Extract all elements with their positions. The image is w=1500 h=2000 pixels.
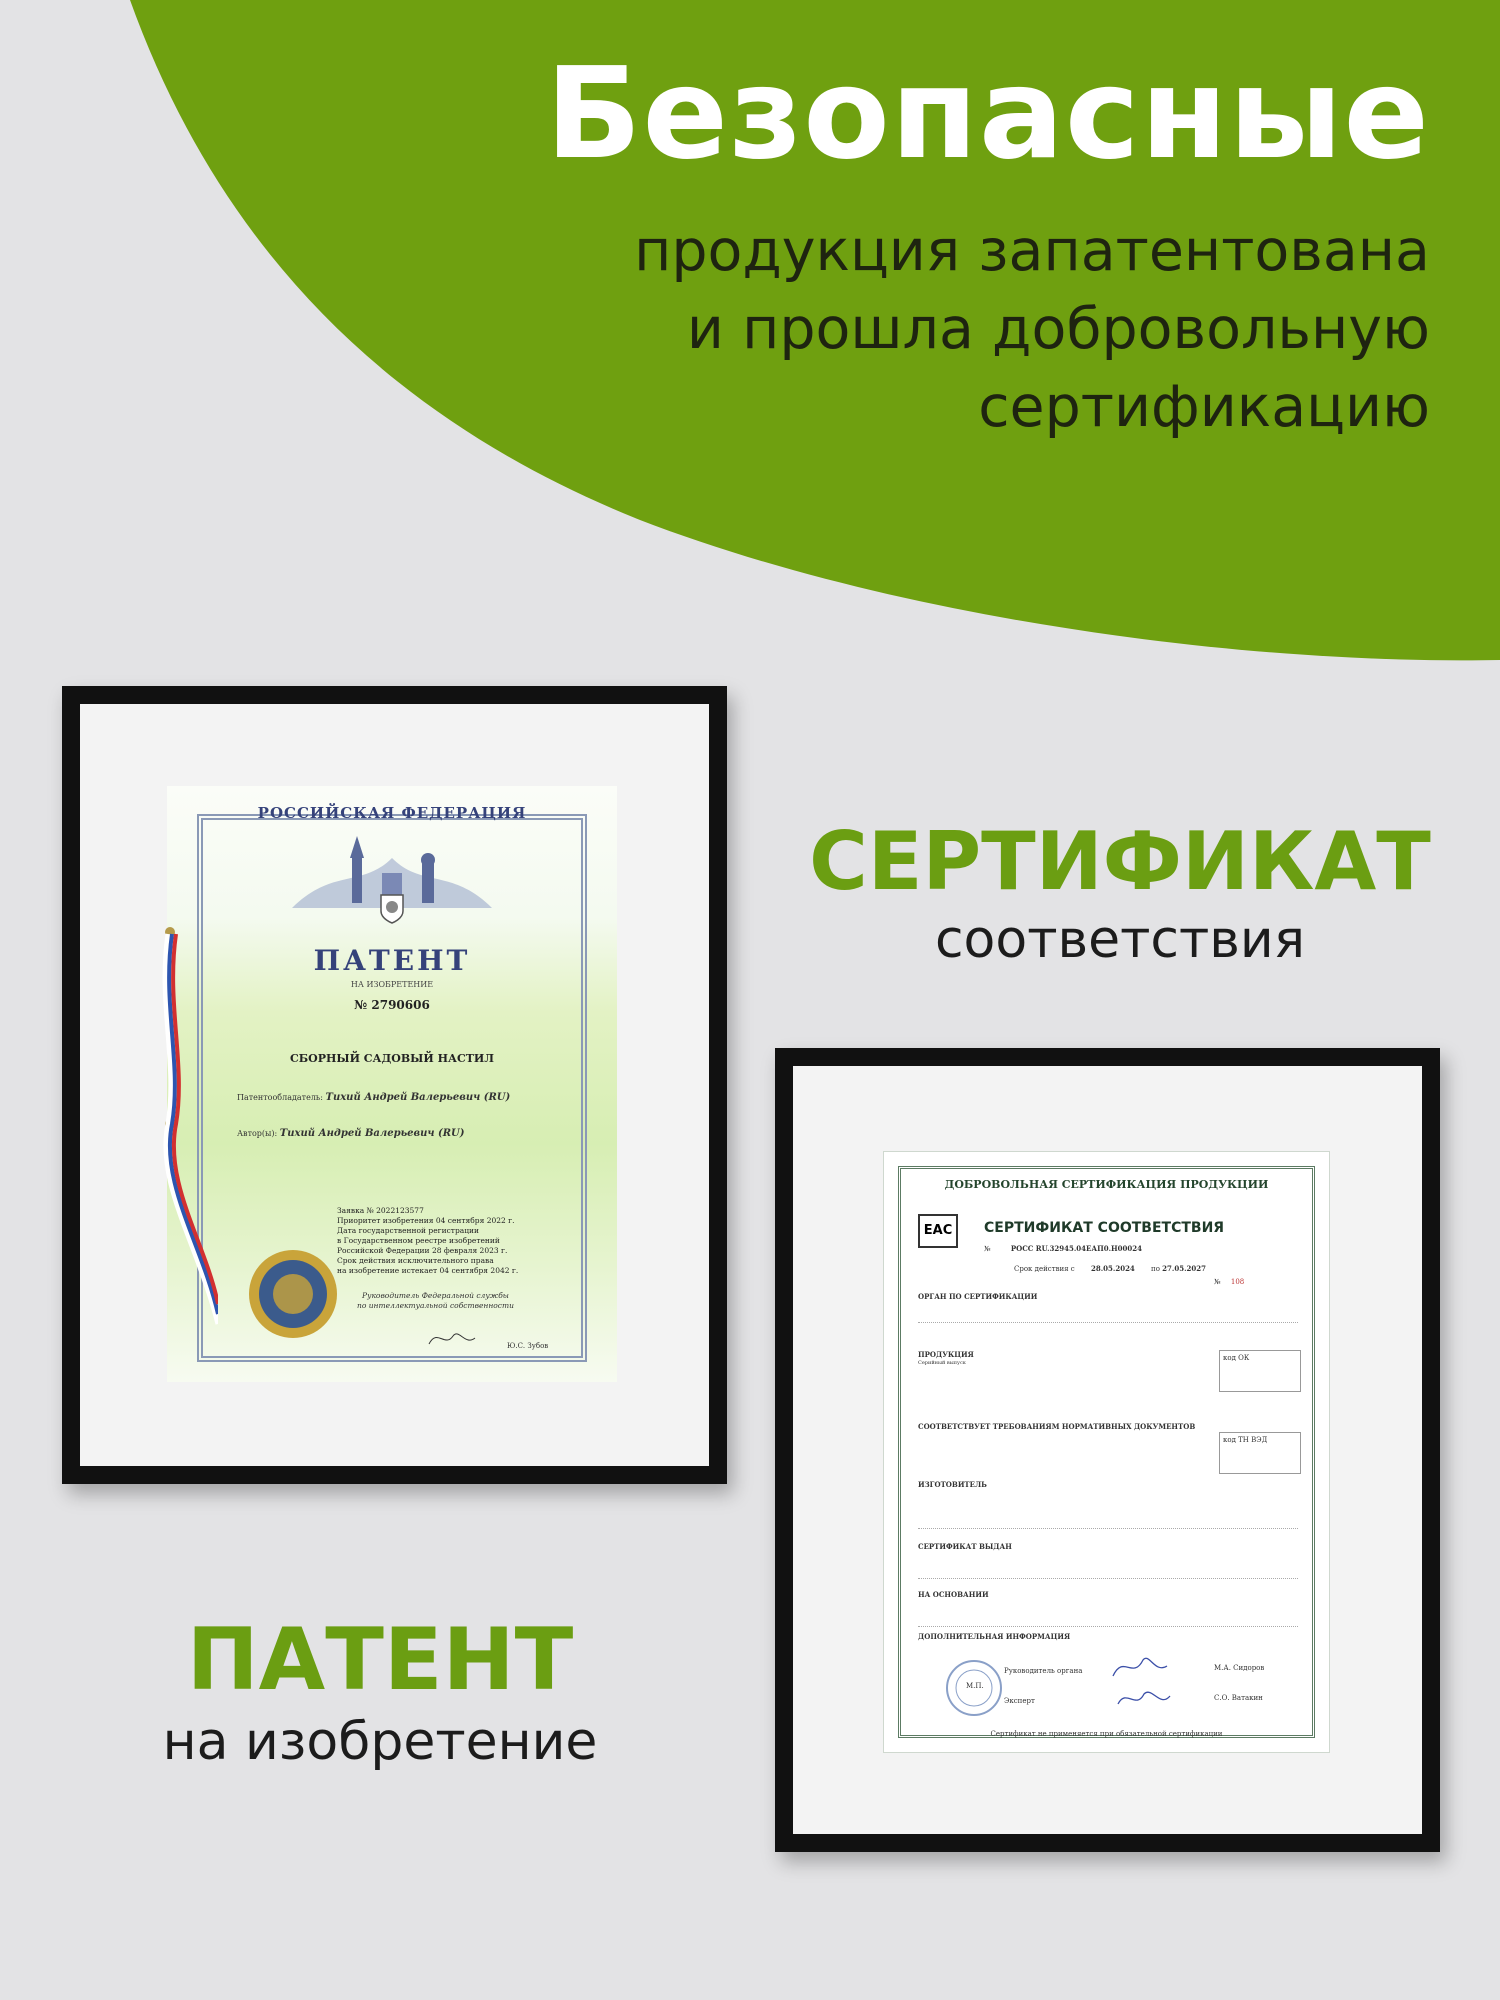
patent-details (337, 1206, 518, 1276)
certificate-label-title: СЕРТИФИКАТ (809, 815, 1431, 908)
cert-issued: СЕРТИФИКАТ ВЫДАН (918, 1542, 1012, 1551)
patent-country: РОССИЙСКАЯ ФЕДЕРАЦИЯ (257, 804, 527, 822)
cert-footer: Сертификат не применяется при обязательной сертификации (990, 1730, 1223, 1738)
cert-basis: НА ОСНОВАНИИ (918, 1590, 989, 1599)
cert-code-tn: код ТН ВЭД (1223, 1436, 1268, 1444)
patent-document (167, 786, 617, 1382)
coat-of-arms-icon (377, 891, 407, 925)
patent-label-title: ПАТЕНТ (186, 1610, 574, 1710)
cert-valid-from: 28.05.2024 (1090, 1264, 1135, 1273)
cert-valid-to: 27.05.2027 (1162, 1264, 1207, 1273)
patent-registration-3: Российской Федерации 28 февраля 2023 г. (337, 1246, 508, 1255)
patent-author-label: Автор(ы): (237, 1129, 278, 1138)
patent-heading: ПАТЕНТ (313, 944, 471, 977)
certificate-label-subtitle: соответствия (934, 910, 1306, 970)
cert-signer-1: М.А. Сидоров (1214, 1664, 1265, 1672)
patent-mat (80, 704, 709, 1466)
cert-organ: ОРГАН ПО СЕРТИФИКАЦИИ (918, 1292, 1038, 1301)
cert-serial-label: № (1214, 1278, 1221, 1286)
patent-validity-1: Срок действия исключительного права (337, 1256, 494, 1265)
patent-kind: НА ИЗОБРЕТЕНИЕ (350, 980, 434, 989)
patent-frame (62, 686, 727, 1484)
cert-expert-label: Эксперт (1004, 1697, 1035, 1705)
cert-product: ПРОДУКЦИЯ (918, 1350, 974, 1359)
cert-organ-text (918, 1304, 1298, 1323)
cert-top-heading: ДОБРОВОЛЬНАЯ СЕРТИФИКАЦИЯ ПРОДУКЦИИ (944, 1178, 1269, 1191)
patent-head-2: по интеллектуальной собственности (357, 1301, 514, 1310)
cert-extra: ДОПОЛНИТЕЛЬНАЯ ИНФОРМАЦИЯ (918, 1632, 1071, 1641)
patent-application: Заявка № 2022123577 (337, 1206, 424, 1215)
patent-signature (427, 1326, 477, 1350)
cert-product-note: Серийный выпуск (918, 1360, 966, 1366)
certificate-document (883, 1151, 1330, 1753)
cert-signature-2 (1114, 1684, 1174, 1714)
cert-number: РОСС RU.32945.04ЕАП0.Н00024 (1010, 1244, 1142, 1253)
cert-valid-to-label: по (1151, 1265, 1160, 1273)
patent-seal (245, 1246, 341, 1342)
patent-registration-2: в Государственном реестре изобретений (337, 1236, 500, 1245)
certificate-mat (793, 1066, 1422, 1834)
cert-validity-row (1014, 1264, 1206, 1273)
patent-number: № 2790606 (354, 998, 430, 1012)
patent-author: Тихий Андрей Валерьевич (RU) (279, 1128, 465, 1139)
cert-number-row (984, 1244, 1142, 1253)
cert-title: СЕРТИФИКАТ СООТВЕТСТВИЯ (984, 1220, 1225, 1236)
cert-stamp-label: М.П. (966, 1682, 984, 1690)
cert-signature-1 (1109, 1652, 1169, 1682)
patent-validity-2: на изобретение истекает 04 сентября 2042 г. (337, 1266, 519, 1275)
cert-validity-label: Срок действия с (1014, 1265, 1075, 1273)
patent-priority: Приоритет изобретения 04 сентября 2022 г. (337, 1216, 515, 1225)
cert-maker: ИЗГОТОВИТЕЛЬ (918, 1480, 987, 1489)
cert-code-ok: код ОК (1223, 1354, 1250, 1362)
subtitle-line-3: сертификацию (978, 374, 1430, 440)
patent-holder-label: Патентообладатель: (237, 1093, 323, 1102)
cert-signer-2: С.О. Ватакин (1214, 1694, 1263, 1702)
patent-head-1: Руководитель Федеральной службы (362, 1291, 509, 1300)
patent-signer: Ю.С. Зубов (507, 1342, 549, 1350)
cert-basis-text (918, 1602, 1298, 1627)
eac-mark-icon: ЕАС (918, 1214, 958, 1248)
patent-holder: Тихий Андрей Валерьевич (RU) (325, 1092, 511, 1103)
patent-label-subtitle: на изобретение (162, 1712, 598, 1772)
cert-conforms: СООТВЕТСТВУЕТ ТРЕБОВАНИЯМ НОРМАТИВНЫХ ДОКУМЕНТОВ (918, 1422, 1196, 1431)
cert-code-ok-box (1219, 1350, 1301, 1392)
patent-invention-name: СБОРНЫЙ САДОВЫЙ НАСТИЛ (289, 1052, 495, 1065)
cert-issued-text (918, 1554, 1298, 1579)
cert-number-label: № (984, 1245, 991, 1253)
headline-title: Безопасные (545, 40, 1430, 187)
certificate-frame (775, 1048, 1440, 1852)
cert-code-tn-box (1219, 1432, 1301, 1474)
cert-serial-row (1214, 1278, 1244, 1286)
patent-registration-1: Дата государственной регистрации (337, 1226, 480, 1235)
cert-serial: 108 (1230, 1278, 1245, 1286)
patent-holder-row (237, 1092, 510, 1103)
subtitle-line-2: и прошла добровольную (686, 296, 1430, 362)
headline-subtitle (530, 212, 1430, 446)
patent-head-title (357, 1291, 514, 1311)
cert-maker-text (918, 1492, 1298, 1529)
cert-head-label: Руководитель органа (1004, 1667, 1083, 1675)
patent-ribbon (158, 924, 218, 1344)
patent-author-row (237, 1128, 465, 1139)
subtitle-line-1: продукция запатентована (634, 218, 1430, 284)
